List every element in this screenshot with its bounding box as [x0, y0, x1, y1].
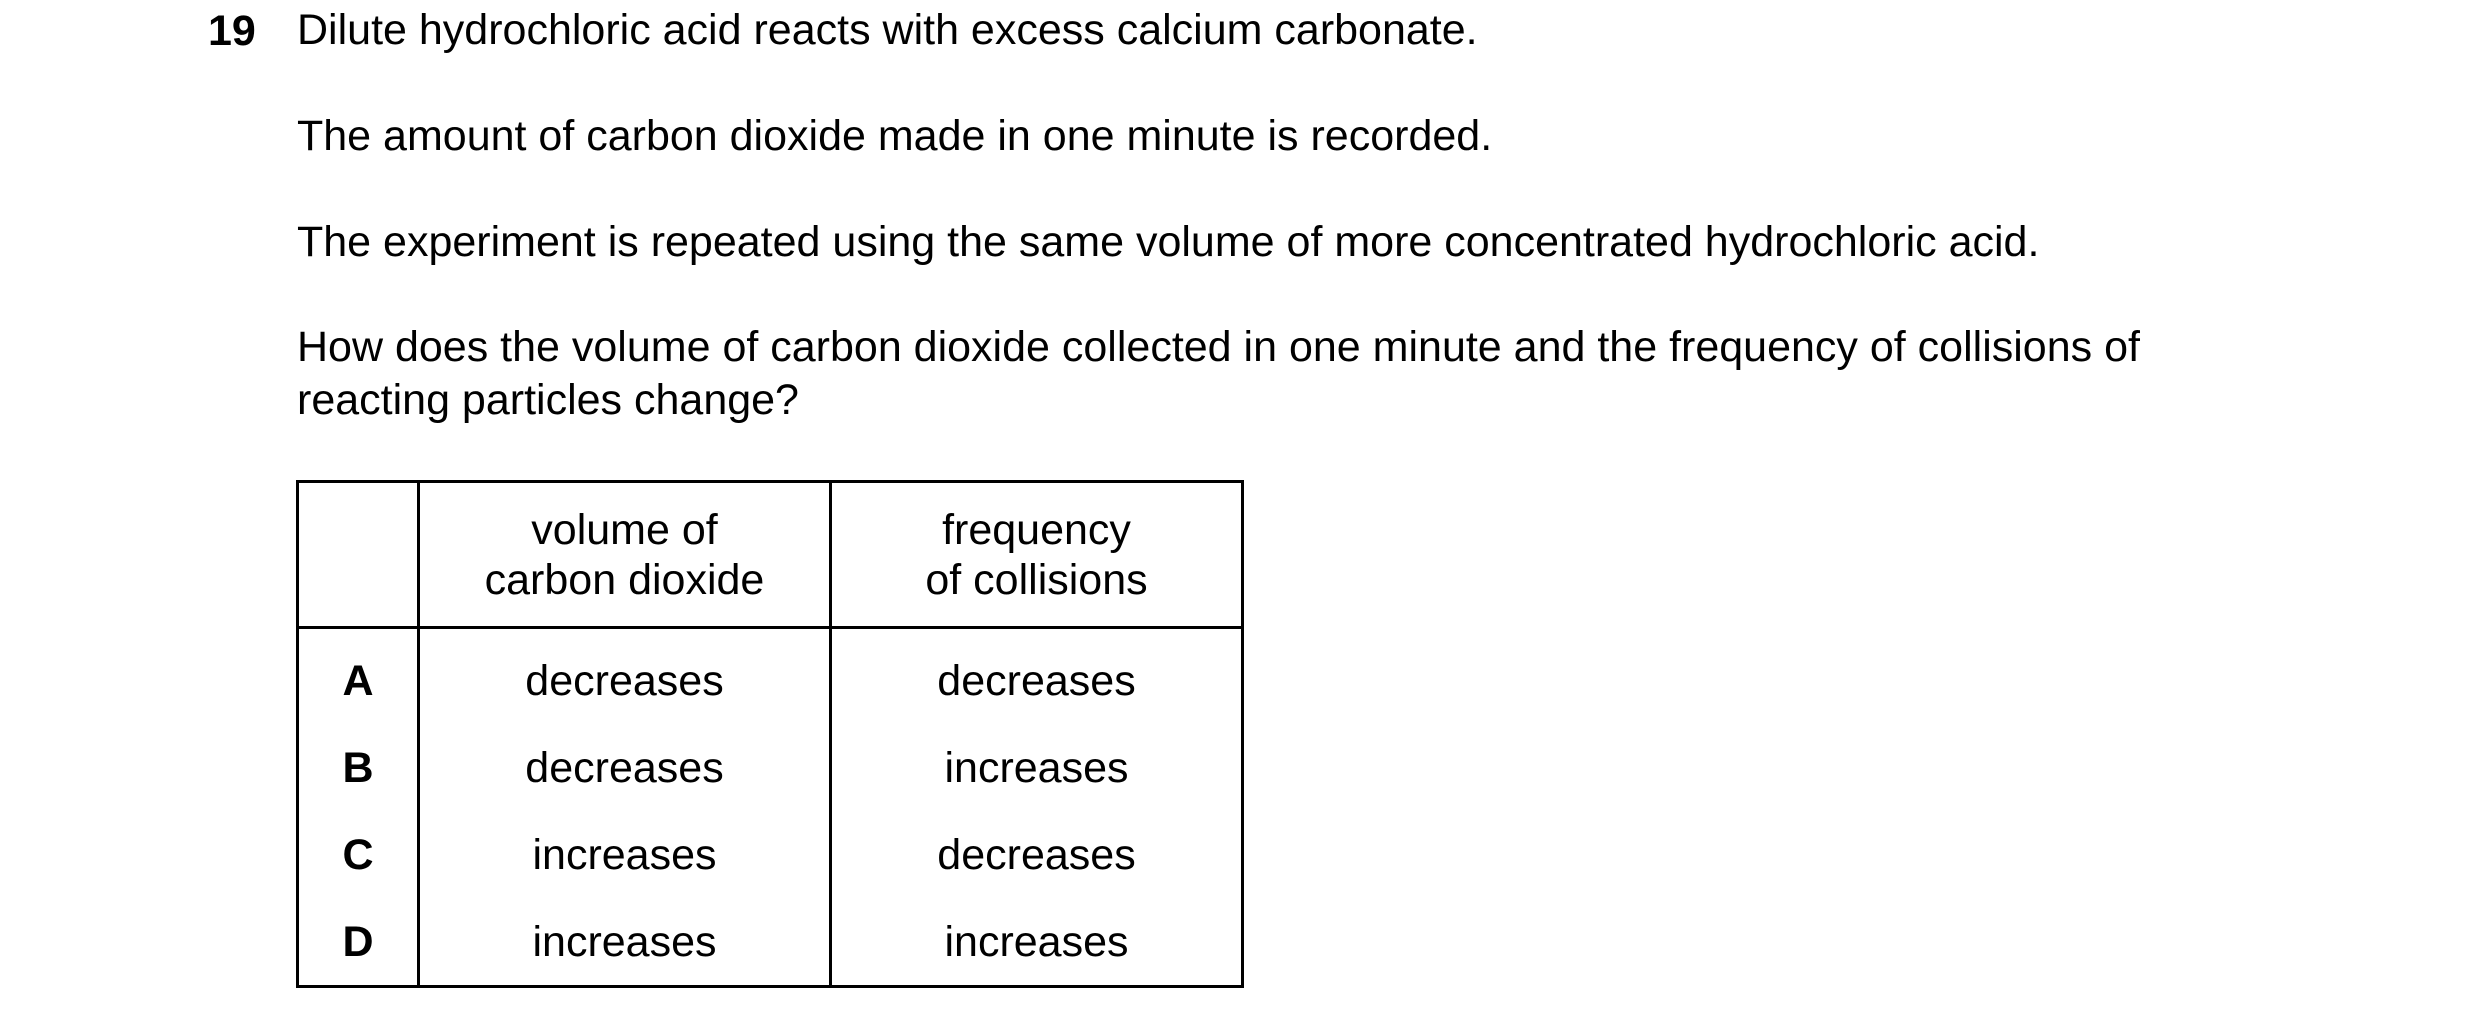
- header-volume-line-2: carbon dioxide: [484, 555, 765, 604]
- option-row-d[interactable]: [298, 898, 1243, 987]
- option-volume: increases: [419, 898, 831, 987]
- header-volume-line-1: volume of: [531, 505, 718, 554]
- answer-options-table: [296, 480, 1244, 988]
- header-frequency-line-1: frequency: [942, 505, 1131, 554]
- option-frequency: increases: [944, 743, 1129, 792]
- header-frequency-line-2: of collisions: [925, 555, 1148, 604]
- option-row-c[interactable]: [298, 811, 1243, 898]
- option-volume: increases: [419, 811, 831, 898]
- header-volume-cell: [419, 482, 831, 628]
- question-number: 19: [208, 7, 256, 55]
- option-letter: A: [298, 628, 419, 725]
- option-volume: decreases: [419, 628, 831, 725]
- option-letter: B: [298, 724, 419, 811]
- header-letter-cell: [298, 482, 419, 628]
- question-paragraph-3: The experiment is repeated using the same volume of more concentrated hydrochloric acid.: [297, 218, 2040, 266]
- header-frequency-cell: [831, 482, 1243, 628]
- option-row-b[interactable]: [298, 724, 1243, 811]
- question-paragraph-1: Dilute hydrochloric acid reacts with excess calcium carbonate.: [297, 6, 1478, 54]
- option-volume: decreases: [419, 724, 831, 811]
- question-paragraph-4-line-1: How does the volume of carbon dioxide collected in one minute and the frequency of collisions of: [297, 323, 2140, 371]
- option-frequency: decreases: [937, 656, 1136, 705]
- option-frequency: decreases: [937, 830, 1136, 879]
- option-frequency: increases: [944, 917, 1129, 966]
- question-paragraph-2: The amount of carbon dioxide made in one minute is recorded.: [297, 112, 1493, 160]
- table-header-row: [298, 482, 1243, 628]
- question-paragraph-4-line-2: reacting particles change?: [297, 376, 799, 424]
- option-letter: C: [298, 811, 419, 898]
- option-letter: D: [298, 898, 419, 987]
- option-row-a[interactable]: [298, 628, 1243, 725]
